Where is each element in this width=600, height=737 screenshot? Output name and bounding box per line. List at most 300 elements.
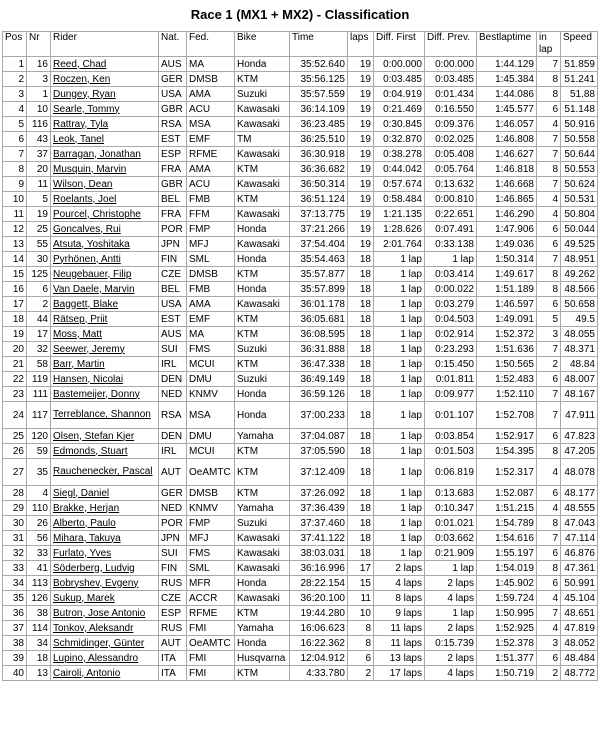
cell-in-lap: 8 (537, 282, 561, 297)
cell-pos: 39 (3, 651, 27, 666)
cell-fed: FMP (187, 222, 235, 237)
cell-in-lap: 8 (537, 444, 561, 459)
cell-nr: 113 (27, 576, 51, 591)
cell-pos: 11 (3, 207, 27, 222)
cell-laps: 19 (348, 222, 374, 237)
cell-bestlaptime: 1:47.906 (477, 222, 537, 237)
cell-time: 36:05.681 (290, 312, 348, 327)
cell-pos: 32 (3, 546, 27, 561)
cell-rider[interactable]: Baggett, Blake (51, 297, 159, 312)
table-row (3, 357, 598, 372)
cell-fed: AMA (187, 162, 235, 177)
cell-nat: RUS (159, 576, 187, 591)
cell-time: 36:30.918 (290, 147, 348, 162)
cell-bestlaptime: 1:46.290 (477, 207, 537, 222)
cell-fed: FMI (187, 651, 235, 666)
cell-time: 36:49.149 (290, 372, 348, 387)
table-row (3, 606, 598, 621)
cell-speed: 49.262 (561, 267, 598, 282)
table-row (3, 666, 598, 681)
cell-diff-first: 0:03.485 (374, 72, 425, 87)
cell-speed: 50.658 (561, 297, 598, 312)
cell-time: 37:26.092 (290, 486, 348, 501)
cell-diff-first: 0:57.674 (374, 177, 425, 192)
cell-bike: Kawasaki (235, 177, 290, 192)
cell-in-lap: 7 (537, 252, 561, 267)
cell-rider[interactable]: Leok, Tanel (51, 132, 159, 147)
table-row (3, 162, 598, 177)
cell-diff-prev: 0:00.810 (425, 192, 477, 207)
cell-bestlaptime: 1:45.384 (477, 72, 537, 87)
cell-rider[interactable]: Wilson, Dean (51, 177, 159, 192)
cell-in-lap: 6 (537, 102, 561, 117)
cell-fed: FMI (187, 621, 235, 636)
cell-nat: AUT (159, 459, 187, 486)
cell-rider[interactable]: Van Daele, Marvin (51, 282, 159, 297)
cell-fed: MSA (187, 117, 235, 132)
cell-rider[interactable]: Rauchenecker, Pascal (51, 459, 159, 486)
cell-bike: Suzuki (235, 342, 290, 357)
cell-rider[interactable]: Neugebauer, Filip (51, 267, 159, 282)
cell-laps: 18 (348, 486, 374, 501)
cell-diff-prev: 0:01.021 (425, 516, 477, 531)
cell-speed: 49.5 (561, 312, 598, 327)
cell-nr: 20 (27, 162, 51, 177)
cell-laps: 11 (348, 591, 374, 606)
cell-rider[interactable]: Musquin, Marvin (51, 162, 159, 177)
cell-in-lap: 6 (537, 429, 561, 444)
cell-speed: 46.876 (561, 546, 598, 561)
cell-bestlaptime: 1:52.917 (477, 429, 537, 444)
cell-rider[interactable]: Bobryshev, Evgeny (51, 576, 159, 591)
cell-rider[interactable]: Barr, Martin (51, 357, 159, 372)
cell-diff-prev: 2 laps (425, 621, 477, 636)
cell-in-lap: 8 (537, 162, 561, 177)
cell-nr: 125 (27, 267, 51, 282)
cell-rider[interactable]: Goncalves, Rui (51, 222, 159, 237)
cell-rider[interactable]: Alberto, Paulo (51, 516, 159, 531)
cell-pos: 33 (3, 561, 27, 576)
cell-bike: Honda (235, 252, 290, 267)
cell-speed: 50.644 (561, 147, 598, 162)
cell-diff-first: 0:00.000 (374, 57, 425, 72)
cell-speed: 51.859 (561, 57, 598, 72)
cell-bestlaptime: 1:52.317 (477, 459, 537, 486)
cell-speed: 47.361 (561, 561, 598, 576)
cell-rider[interactable]: Rätsep, Priit (51, 312, 159, 327)
cell-time: 35:54.463 (290, 252, 348, 267)
cell-time: 36:59.126 (290, 387, 348, 402)
cell-bestlaptime: 1:46.627 (477, 147, 537, 162)
cell-time: 36:47.338 (290, 357, 348, 372)
cell-fed: MA (187, 57, 235, 72)
cell-bestlaptime: 1:45.902 (477, 576, 537, 591)
cell-bike: Suzuki (235, 372, 290, 387)
cell-nr: 119 (27, 372, 51, 387)
cell-diff-first: 1 lap (374, 486, 425, 501)
cell-nr: 5 (27, 192, 51, 207)
cell-diff-prev: 0:01.434 (425, 87, 477, 102)
cell-fed: RFME (187, 606, 235, 621)
cell-rider[interactable]: Siegl, Daniel (51, 486, 159, 501)
cell-bike: Honda (235, 57, 290, 72)
cell-fed: ACU (187, 177, 235, 192)
table-row (3, 327, 598, 342)
table-row (3, 312, 598, 327)
cell-pos: 3 (3, 87, 27, 102)
cell-time: 37:36.439 (290, 501, 348, 516)
cell-bike: Honda (235, 636, 290, 651)
table-row (3, 282, 598, 297)
cell-rider[interactable]: Tonkov, Aleksandr (51, 621, 159, 636)
cell-bike: Kawasaki (235, 102, 290, 117)
cell-bike: KTM (235, 192, 290, 207)
col-header-in-lap: in lap (537, 32, 561, 57)
table-row (3, 267, 598, 282)
cell-nat: GER (159, 72, 187, 87)
cell-in-lap: 6 (537, 651, 561, 666)
cell-pos: 13 (3, 237, 27, 252)
cell-bike: Honda (235, 387, 290, 402)
cell-nat: USA (159, 87, 187, 102)
cell-diff-first: 0:58.484 (374, 192, 425, 207)
cell-bestlaptime: 1:50.314 (477, 252, 537, 267)
cell-bestlaptime: 1:49.091 (477, 312, 537, 327)
cell-nr: 56 (27, 531, 51, 546)
cell-bike: Kawasaki (235, 546, 290, 561)
cell-diff-prev: 0:07.491 (425, 222, 477, 237)
cell-diff-prev: 0:03.662 (425, 531, 477, 546)
cell-rider[interactable]: Butron, Jose Antonio (51, 606, 159, 621)
cell-nat: GER (159, 486, 187, 501)
cell-bestlaptime: 1:52.378 (477, 636, 537, 651)
cell-diff-prev: 0:03.854 (425, 429, 477, 444)
col-header-fed: Fed. (187, 32, 235, 57)
cell-diff-first: 1:28.626 (374, 222, 425, 237)
cell-in-lap: 2 (537, 357, 561, 372)
cell-in-lap: 6 (537, 297, 561, 312)
cell-bike: KTM (235, 486, 290, 501)
cell-bike: Kawasaki (235, 591, 290, 606)
cell-time: 19:44.280 (290, 606, 348, 621)
cell-bestlaptime: 1:44.086 (477, 87, 537, 102)
cell-speed: 45.104 (561, 591, 598, 606)
cell-rider[interactable]: Terreblance, Shannon (51, 402, 159, 429)
cell-nat: FRA (159, 207, 187, 222)
cell-time: 16:06.623 (290, 621, 348, 636)
cell-bestlaptime: 1:51.377 (477, 651, 537, 666)
cell-speed: 51.148 (561, 102, 598, 117)
cell-fed: ACU (187, 102, 235, 117)
cell-rider[interactable]: Rattray, Tyla (51, 117, 159, 132)
cell-pos: 24 (3, 402, 27, 429)
cell-bike: KTM (235, 327, 290, 342)
cell-nr: 58 (27, 357, 51, 372)
cell-nr: 3 (27, 72, 51, 87)
cell-speed: 50.624 (561, 177, 598, 192)
cell-diff-first: 1 lap (374, 252, 425, 267)
cell-fed: MCUI (187, 444, 235, 459)
cell-fed: OeAMTC (187, 636, 235, 651)
table-row (3, 576, 598, 591)
cell-in-lap: 4 (537, 207, 561, 222)
cell-time: 35:57.899 (290, 282, 348, 297)
cell-laps: 18 (348, 327, 374, 342)
cell-time: 28:22.154 (290, 576, 348, 591)
cell-in-lap: 4 (537, 117, 561, 132)
cell-in-lap: 7 (537, 387, 561, 402)
cell-bike: Honda (235, 576, 290, 591)
cell-bestlaptime: 1:54.789 (477, 516, 537, 531)
table-row (3, 237, 598, 252)
cell-speed: 50.804 (561, 207, 598, 222)
cell-speed: 48.371 (561, 342, 598, 357)
cell-laps: 18 (348, 501, 374, 516)
cell-diff-first: 1 lap (374, 342, 425, 357)
cell-laps: 18 (348, 312, 374, 327)
cell-laps: 18 (348, 342, 374, 357)
cell-in-lap: 6 (537, 237, 561, 252)
cell-diff-first: 2:01.764 (374, 237, 425, 252)
cell-in-lap: 6 (537, 546, 561, 561)
cell-fed: FMB (187, 192, 235, 207)
table-row (3, 72, 598, 87)
cell-rider[interactable]: Roelants, Joel (51, 192, 159, 207)
cell-fed: KNMV (187, 501, 235, 516)
cell-fed: MCUI (187, 357, 235, 372)
cell-bike: Kawasaki (235, 207, 290, 222)
cell-rider[interactable]: Olsen, Stefan Kjer (51, 429, 159, 444)
cell-pos: 19 (3, 327, 27, 342)
cell-bestlaptime: 1:44.129 (477, 57, 537, 72)
cell-nr: 117 (27, 402, 51, 429)
cell-speed: 50.558 (561, 132, 598, 147)
cell-nat: IRL (159, 357, 187, 372)
cell-diff-first: 13 laps (374, 651, 425, 666)
cell-diff-prev: 0:03.279 (425, 297, 477, 312)
cell-nr: 4 (27, 486, 51, 501)
cell-diff-first: 1 lap (374, 531, 425, 546)
cell-laps: 19 (348, 102, 374, 117)
cell-nr: 110 (27, 501, 51, 516)
cell-pos: 16 (3, 282, 27, 297)
table-row (3, 132, 598, 147)
cell-time: 36:50.314 (290, 177, 348, 192)
cell-bike: KTM (235, 606, 290, 621)
cell-laps: 18 (348, 252, 374, 267)
cell-nr: 16 (27, 57, 51, 72)
cell-nat: ESP (159, 147, 187, 162)
cell-time: 36:08.595 (290, 327, 348, 342)
cell-nr: 10 (27, 102, 51, 117)
cell-speed: 48.078 (561, 459, 598, 486)
cell-bike: KTM (235, 444, 290, 459)
cell-in-lap: 4 (537, 501, 561, 516)
cell-nat: FIN (159, 252, 187, 267)
cell-bestlaptime: 1:46.808 (477, 132, 537, 147)
cell-rider[interactable]: Reed, Chad (51, 57, 159, 72)
cell-in-lap: 7 (537, 342, 561, 357)
cell-diff-prev: 0:33.138 (425, 237, 477, 252)
table-row (3, 147, 598, 162)
cell-rider[interactable]: Pourcel, Christophe (51, 207, 159, 222)
col-header-nr: Nr (27, 32, 51, 57)
cell-rider[interactable]: Sukup, Marek (51, 591, 159, 606)
cell-diff-first: 0:44.042 (374, 162, 425, 177)
cell-fed: MA (187, 327, 235, 342)
cell-bestlaptime: 1:52.087 (477, 486, 537, 501)
cell-bike: KTM (235, 459, 290, 486)
cell-nat: RSA (159, 402, 187, 429)
page-title: Race 1 (MX1 + MX2) - Classification (190, 7, 410, 22)
cell-rider[interactable]: Seewer, Jeremy (51, 342, 159, 357)
cell-in-lap: 7 (537, 147, 561, 162)
cell-rider[interactable]: Edmonds, Stuart (51, 444, 159, 459)
table-row (3, 177, 598, 192)
cell-nr: 38 (27, 606, 51, 621)
cell-bestlaptime: 1:51.636 (477, 342, 537, 357)
cell-laps: 18 (348, 282, 374, 297)
cell-rider[interactable]: Searle, Tommy (51, 102, 159, 117)
cell-time: 37:37.460 (290, 516, 348, 531)
cell-nr: 59 (27, 444, 51, 459)
cell-rider[interactable]: Dungey, Ryan (51, 87, 159, 102)
cell-pos: 8 (3, 162, 27, 177)
cell-nr: 13 (27, 666, 51, 681)
cell-rider[interactable]: Hansen, Nicolai (51, 372, 159, 387)
cell-laps: 19 (348, 117, 374, 132)
cell-pos: 28 (3, 486, 27, 501)
cell-rider[interactable]: Söderberg, Ludvig (51, 561, 159, 576)
cell-rider[interactable]: Lupino, Alessandro (51, 651, 159, 666)
cell-speed: 47.819 (561, 621, 598, 636)
cell-speed: 47.114 (561, 531, 598, 546)
cell-laps: 8 (348, 636, 374, 651)
cell-diff-prev: 0:16.550 (425, 102, 477, 117)
cell-bestlaptime: 1:46.057 (477, 117, 537, 132)
cell-pos: 4 (3, 102, 27, 117)
cell-speed: 48.651 (561, 606, 598, 621)
cell-diff-prev: 0:05.408 (425, 147, 477, 162)
cell-fed: EMF (187, 312, 235, 327)
cell-nr: 1 (27, 87, 51, 102)
cell-rider[interactable]: Pyrhönen, Antti (51, 252, 159, 267)
cell-speed: 47.823 (561, 429, 598, 444)
cell-laps: 2 (348, 666, 374, 681)
cell-nr: 26 (27, 516, 51, 531)
cell-nat: GBR (159, 102, 187, 117)
cell-speed: 47.043 (561, 516, 598, 531)
cell-nr: 111 (27, 387, 51, 402)
cell-rider[interactable]: Mihara, Takuya (51, 531, 159, 546)
cell-rider[interactable]: Atsuta, Yoshitaka (51, 237, 159, 252)
cell-time: 36:23.485 (290, 117, 348, 132)
cell-laps: 19 (348, 162, 374, 177)
cell-diff-prev: 0:15.739 (425, 636, 477, 651)
cell-laps: 6 (348, 651, 374, 666)
cell-pos: 29 (3, 501, 27, 516)
cell-nr: 43 (27, 132, 51, 147)
cell-pos: 14 (3, 252, 27, 267)
cell-diff-first: 0:21.469 (374, 102, 425, 117)
cell-diff-prev: 0:03.485 (425, 72, 477, 87)
cell-nr: 11 (27, 177, 51, 192)
cell-fed: MFJ (187, 531, 235, 546)
cell-bike: KTM (235, 267, 290, 282)
cell-bestlaptime: 1:50.565 (477, 357, 537, 372)
cell-time: 4:33.780 (290, 666, 348, 681)
cell-fed: DMU (187, 372, 235, 387)
cell-diff-first: 1:21.135 (374, 207, 425, 222)
cell-diff-prev: 0:09.376 (425, 117, 477, 132)
cell-fed: DMSB (187, 267, 235, 282)
table-row (3, 372, 598, 387)
cell-pos: 37 (3, 621, 27, 636)
table-row (3, 591, 598, 606)
cell-fed: SML (187, 561, 235, 576)
cell-diff-first: 1 lap (374, 516, 425, 531)
cell-in-lap: 3 (537, 636, 561, 651)
cell-diff-prev: 0:09.977 (425, 387, 477, 402)
cell-diff-prev: 0:01.811 (425, 372, 477, 387)
table-row (3, 207, 598, 222)
cell-nr: 6 (27, 282, 51, 297)
cell-fed: EMF (187, 132, 235, 147)
cell-bestlaptime: 1:46.597 (477, 297, 537, 312)
col-header-time: Time (290, 32, 348, 57)
cell-rider[interactable]: Roczen, Ken (51, 72, 159, 87)
cell-diff-first: 1 lap (374, 357, 425, 372)
cell-time: 37:21.266 (290, 222, 348, 237)
cell-pos: 40 (3, 666, 27, 681)
cell-fed: ACCR (187, 591, 235, 606)
cell-in-lap: 4 (537, 621, 561, 636)
table-row (3, 57, 598, 72)
cell-rider[interactable]: Cairoli, Antonio (51, 666, 159, 681)
cell-nat: NED (159, 387, 187, 402)
cell-bestlaptime: 1:46.818 (477, 162, 537, 177)
cell-rider[interactable]: Barragan, Jonathan (51, 147, 159, 162)
cell-bestlaptime: 1:50.995 (477, 606, 537, 621)
cell-pos: 23 (3, 387, 27, 402)
cell-bestlaptime: 1:51.189 (477, 282, 537, 297)
cell-rider[interactable]: Moss, Matt (51, 327, 159, 342)
cell-diff-first: 1 lap (374, 459, 425, 486)
cell-bike: KTM (235, 357, 290, 372)
cell-speed: 50.916 (561, 117, 598, 132)
cell-rider[interactable]: Brakke, Herjan (51, 501, 159, 516)
cell-time: 36:01.178 (290, 297, 348, 312)
cell-diff-prev: 0:13.683 (425, 486, 477, 501)
cell-laps: 18 (348, 444, 374, 459)
cell-rider[interactable]: Schmidinger, Günter (51, 636, 159, 651)
cell-nat: ESP (159, 606, 187, 621)
col-header-bike: Bike (235, 32, 290, 57)
cell-in-lap: 7 (537, 531, 561, 546)
cell-diff-first: 9 laps (374, 606, 425, 621)
cell-nr: 34 (27, 636, 51, 651)
cell-bike: Husqvarna (235, 651, 290, 666)
cell-time: 35:56.125 (290, 72, 348, 87)
cell-bike: Suzuki (235, 87, 290, 102)
cell-bestlaptime: 1:54.019 (477, 561, 537, 576)
cell-rider[interactable]: Bastemeijer, Donny (51, 387, 159, 402)
cell-diff-prev: 4 laps (425, 666, 477, 681)
cell-time: 37:41.122 (290, 531, 348, 546)
cell-rider[interactable]: Furlato, Yves (51, 546, 159, 561)
cell-nr: 44 (27, 312, 51, 327)
cell-fed: DMSB (187, 486, 235, 501)
